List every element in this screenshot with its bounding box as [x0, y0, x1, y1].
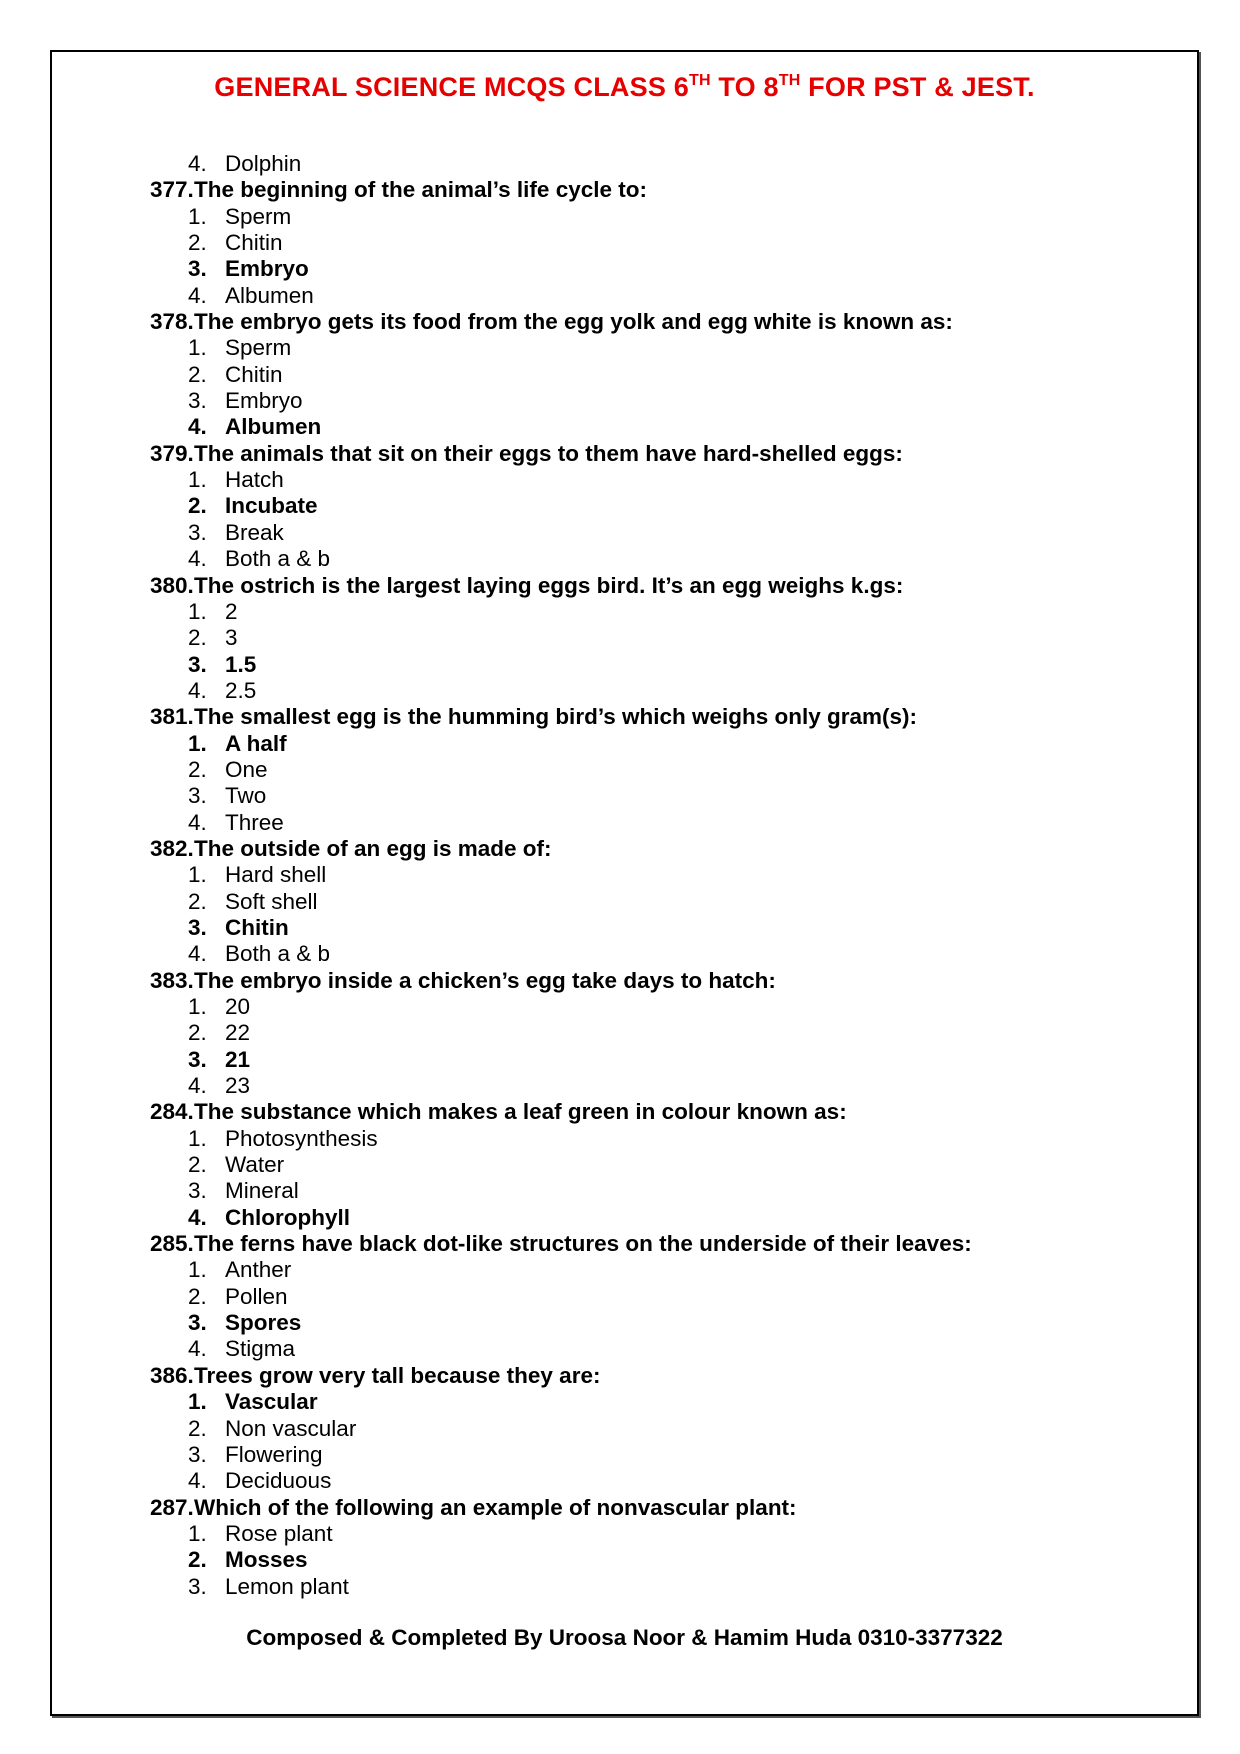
option-text: Flowering: [225, 1441, 323, 1467]
option-number: 1.: [188, 598, 207, 624]
question-number: 386.: [150, 1362, 194, 1388]
option-number: 3.: [188, 1441, 207, 1467]
option-text: A half: [225, 730, 287, 756]
question: [150, 1495, 1150, 1521]
question: [150, 309, 1150, 335]
option-number: 4.: [188, 677, 207, 703]
option: [150, 1178, 1150, 1204]
option: [150, 520, 1150, 546]
option-text: Albumen: [225, 282, 314, 308]
option-number: 4.: [188, 809, 207, 835]
option-number: 3.: [188, 519, 207, 545]
option-number: 4.: [188, 414, 207, 440]
correct-option: [150, 652, 1150, 678]
option: [150, 546, 1150, 572]
option-number: 2.: [188, 1547, 207, 1573]
question: [150, 1363, 1150, 1389]
option-text: Photosynthesis: [225, 1125, 378, 1151]
question-number: 383.: [150, 967, 194, 993]
option: [150, 1020, 1150, 1046]
option: [150, 151, 1150, 177]
option-text: Dolphin: [225, 151, 302, 176]
option: [150, 1152, 1150, 1178]
option: [150, 1442, 1150, 1468]
option-number: 1.: [188, 335, 207, 361]
option: [150, 230, 1150, 256]
question-text: The embryo gets its food from the egg yolk and egg white is known as:: [194, 309, 953, 335]
question: [150, 177, 1150, 203]
option: [150, 1284, 1150, 1310]
option-text: Stigma: [225, 1336, 296, 1362]
option-number: 4.: [188, 1073, 207, 1099]
option: [150, 1468, 1150, 1494]
question-text: The animals that sit on their eggs to them have hard-shelled eggs:: [194, 440, 903, 466]
option-text: 3: [225, 625, 238, 651]
option-number: 2.: [188, 756, 207, 782]
question-text: The beginning of the animal’s life cycle to:: [194, 177, 647, 203]
option-number: 2.: [188, 1283, 207, 1309]
option: [150, 1574, 1150, 1600]
option: [150, 941, 1150, 967]
option-text: Embryo: [225, 388, 303, 414]
option-text: Non vascular: [225, 1415, 357, 1441]
option-number: 1.: [188, 994, 207, 1019]
question-text: The outside of an egg is made of:: [194, 835, 552, 861]
option-text: Chitin: [225, 361, 283, 387]
page-title: GENERAL SCIENCE MCQS CLASS 6TH TO 8TH FOR PST & JEST.: [214, 72, 1035, 102]
option: [150, 810, 1150, 836]
option-text: Mosses: [225, 1547, 308, 1573]
option-number: 3.: [188, 256, 207, 282]
question: [150, 1231, 1150, 1257]
option-number: 3.: [188, 1046, 207, 1072]
option-number: 1.: [188, 1520, 207, 1546]
mcq-list: [150, 151, 1150, 1600]
question-number: 284.: [150, 1099, 194, 1125]
option: [150, 1336, 1150, 1362]
option: [150, 862, 1150, 888]
option-number: 2.: [188, 1415, 207, 1441]
option: [150, 678, 1150, 704]
question-text: The embryo inside a chicken’s egg take days to hatch:: [194, 967, 776, 993]
option-text: Break: [225, 519, 284, 545]
option: [150, 1521, 1150, 1547]
option-text: Water: [225, 1152, 285, 1178]
option-text: 22: [225, 1020, 251, 1046]
option-text: 2.5: [225, 677, 257, 703]
option: [150, 994, 1150, 1020]
option-number: 3.: [188, 914, 207, 940]
option: [150, 1257, 1150, 1283]
option-text: Mineral: [225, 1178, 299, 1204]
option-text: Lemon plant: [225, 1573, 349, 1599]
option: [150, 335, 1150, 361]
option-text: Embryo: [225, 256, 309, 282]
option-text: Incubate: [225, 493, 318, 519]
question-text: The ostrich is the largest laying eggs bird. It’s an egg weighs k.gs:: [194, 572, 904, 598]
option-number: 2.: [188, 230, 207, 256]
question: [150, 836, 1150, 862]
correct-option: [150, 1389, 1150, 1415]
option-number: 4.: [188, 1336, 207, 1362]
option-number: 2.: [188, 361, 207, 387]
option-text: Both a & b: [225, 546, 331, 572]
correct-option: [150, 493, 1150, 519]
question-number: 285.: [150, 1231, 194, 1257]
option-text: Vascular: [225, 1389, 318, 1415]
question: [150, 704, 1150, 730]
correct-option: [150, 256, 1150, 282]
option-number: 1.: [188, 203, 207, 229]
option-text: Hatch: [225, 467, 284, 493]
option-text: Hard shell: [225, 862, 327, 888]
option-number: 1.: [188, 1389, 207, 1415]
option: [150, 204, 1150, 230]
question-number: 381.: [150, 704, 194, 730]
option-number: 3.: [188, 1310, 207, 1336]
option-text: Sperm: [225, 203, 292, 229]
option: [150, 467, 1150, 493]
option: [150, 1126, 1150, 1152]
option-text: Soft shell: [225, 888, 318, 914]
option-text: Rose plant: [225, 1520, 333, 1546]
option-number: 1.: [188, 862, 207, 888]
question-text: The smallest egg is the humming bird’s which weighs only gram(s):: [194, 704, 918, 730]
option-text: Sperm: [225, 335, 292, 361]
option-number: 3.: [188, 388, 207, 414]
option-number: 2.: [188, 625, 207, 651]
question-number: 377.: [150, 177, 194, 203]
option-text: 2: [225, 598, 238, 624]
option-text: One: [225, 756, 268, 782]
option-number: 3.: [188, 1178, 207, 1204]
question-text: The ferns have black dot-like structures on the underside of their leaves:: [194, 1231, 972, 1257]
option: [150, 625, 1150, 651]
option: [150, 783, 1150, 809]
option-number: 1.: [188, 1125, 207, 1151]
option-text: 20: [225, 994, 251, 1019]
question: [150, 968, 1150, 994]
question-number: 382.: [150, 835, 194, 861]
option: [150, 889, 1150, 915]
option-number: 3.: [188, 1573, 207, 1599]
option: [150, 1416, 1150, 1442]
option-number: 1.: [188, 1257, 207, 1283]
option-text: Chitin: [225, 230, 283, 256]
option-number: 2.: [188, 888, 207, 914]
option-number: 4.: [188, 282, 207, 308]
option-number: 2.: [188, 1020, 207, 1046]
option-number: 2.: [188, 493, 207, 519]
option-text: Albumen: [225, 414, 322, 440]
option-number: 4.: [188, 1468, 207, 1494]
option-number: 3.: [188, 783, 207, 809]
option-text: Pollen: [225, 1283, 288, 1309]
option-number: 4.: [188, 1204, 207, 1230]
option-number: 1.: [188, 467, 207, 493]
option-text: 23: [225, 1073, 251, 1099]
option-text: 21: [225, 1046, 251, 1072]
option-text: Both a & b: [225, 941, 331, 967]
question: [150, 573, 1150, 599]
question-text: The substance which makes a leaf green in colour known as:: [194, 1099, 847, 1125]
option-text: Anther: [225, 1257, 292, 1283]
correct-option: [150, 1310, 1150, 1336]
option-text: 1.5: [225, 651, 257, 677]
correct-option: [150, 915, 1150, 941]
question-number: 287.: [150, 1494, 194, 1520]
correct-option: [150, 1205, 1150, 1231]
question-text: Trees grow very tall because they are:: [194, 1362, 601, 1388]
correct-option: [150, 731, 1150, 757]
correct-option: [150, 1547, 1150, 1573]
option-number: 4.: [188, 546, 207, 572]
question-number: 379.: [150, 440, 194, 466]
footer-credit: Composed & Completed By Uroosa Noor & Hamim Huda 0310-3377322: [246, 1625, 1003, 1650]
option-number: 4.: [188, 941, 207, 967]
correct-option: [150, 414, 1150, 440]
option-text: Chlorophyll: [225, 1204, 350, 1230]
option-number: 2.: [188, 1152, 207, 1178]
option-text: Three: [225, 809, 284, 835]
option: [150, 388, 1150, 414]
correct-option: [150, 1047, 1150, 1073]
option-text: Deciduous: [225, 1468, 332, 1494]
option: [150, 1073, 1150, 1099]
option-number: 1.: [188, 730, 207, 756]
question-text: Which of the following an example of nonvascular plant:: [194, 1494, 797, 1520]
question-number: 378.: [150, 309, 194, 335]
option: [150, 599, 1150, 625]
option-text: Chitin: [225, 914, 289, 940]
question: [150, 441, 1150, 467]
option-text: Spores: [225, 1310, 302, 1336]
option: [150, 283, 1150, 309]
question: [150, 1099, 1150, 1125]
option-number: 3.: [188, 651, 207, 677]
option: [150, 757, 1150, 783]
option-number: 4.: [188, 151, 207, 176]
option-text: Two: [225, 783, 267, 809]
question-number: 380.: [150, 572, 194, 598]
option: [150, 362, 1150, 388]
